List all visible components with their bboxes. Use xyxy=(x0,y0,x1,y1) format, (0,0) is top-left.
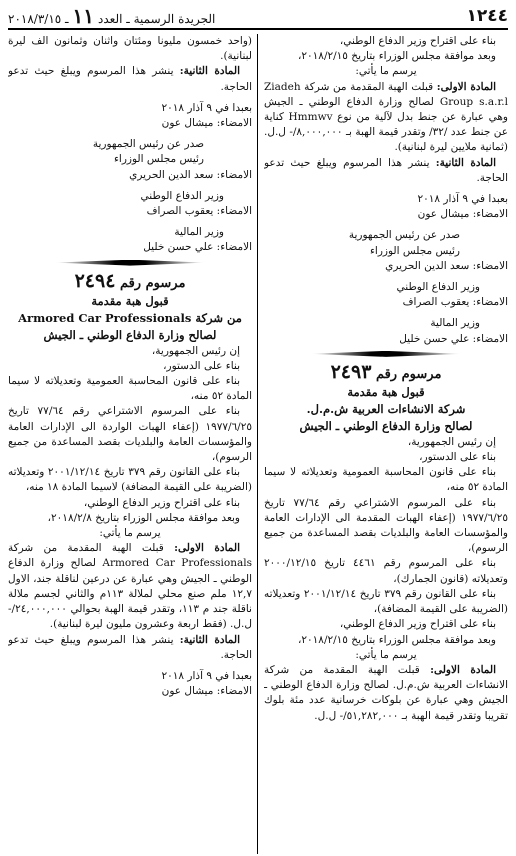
left-column xyxy=(8,34,258,854)
decree-beneficiary: لصالح وزارة الدفاع الوطني ـ الجيش xyxy=(43,327,217,342)
preamble-line: بناء على المرسوم رقم ٤٤٦١ تاريخ ٢٠٠٠/١٢/١٥ وتعديلاته (قانون الجمارك)، xyxy=(264,557,508,585)
preamble-line: وبعد موافقة مجلس الوزراء بتاريخ ٢٠١٨/٢/٨، xyxy=(47,511,240,524)
decree-label: مرسوم رقم xyxy=(119,275,186,291)
article-label: المادة الثانية: xyxy=(179,633,240,646)
text-line: يرسم ما يأتي: xyxy=(355,65,417,78)
decree-title xyxy=(8,269,252,293)
page-header xyxy=(8,4,508,30)
header-title xyxy=(8,6,215,26)
issued-by: صدر عن رئيس الجمهورية xyxy=(348,229,460,242)
preamble-line: بناء على المرسوم الاشتراعي رقم ٧٧/٦٤ تاريخ ١٩٧٧/٦/٢٥ (إعفاء الهبات الواردة الى الإدارات العامة والمؤسسات العامة والبلديات بقصد المساعدة من جميع الرسوم)، xyxy=(8,405,252,464)
preamble-line: إن رئيس الجمهورية، xyxy=(407,435,496,448)
preamble-line: بناء على اقتراح وزير الدفاع الوطني، xyxy=(339,618,496,631)
signature: الامضاء: سعد الدين الحريري xyxy=(129,168,252,181)
preamble-line: بناء على قانون المحاسبة العمومية وتعديلاته لا سيما المادة ٥٢ منه، xyxy=(264,466,508,494)
preamble-line: بناء على المرسوم الاشتراعي رقم ٧٧/٦٤ تاريخ ١٩٧٧/٦/٢٥ (إعفاء الهبات المقدمة الى الإدارات العامة والمؤسسات العامة والبلديات بقصد المساعدة من جميع الرسوم)، xyxy=(264,496,508,555)
signature: الامضاء: ميشال عون xyxy=(417,208,508,221)
text-line: وبعد موافقة مجلس الوزراء بتاريخ ٢٠١٨/٢/١٥، xyxy=(298,50,496,63)
decree-title xyxy=(264,360,508,384)
pm-title: رئيس مجلس الوزراء xyxy=(369,244,460,257)
issue-number: ١١ xyxy=(72,4,95,28)
preamble-line: بناء على الدستور، xyxy=(163,359,240,372)
pm-title: رئيس مجلس الوزراء xyxy=(113,153,204,166)
issued-by: صدر عن رئيس الجمهورية xyxy=(92,138,204,151)
text-line: (واحد خمسون مليونا ومئتان واثنان وثمانون الف ليرة لبنانية). xyxy=(8,35,252,63)
right-column xyxy=(264,34,508,854)
decree-subject: قبول هبة مقدمة xyxy=(347,384,425,399)
issue-date: ـ ٢٠١٨/٣/١٥ xyxy=(8,12,69,26)
article-text: ينشر هذا المرسوم ويبلغ حيث تدعو الحاجة. xyxy=(8,633,252,661)
preamble-line: بناء على قانون المحاسبة العمومية وتعديلاته لا سيما المادة ٥٢ منه، xyxy=(8,375,252,403)
article-text: ينشر هذا المرسوم ويبلغ حيث تدعو الحاجة. xyxy=(8,65,252,93)
decree-label: مرسوم رقم xyxy=(375,366,442,382)
signature: الامضاء: سعد الدين الحريري xyxy=(385,259,508,272)
article-text: ينشر هذا المرسوم ويبلغ حيث تدعو الحاجة. xyxy=(264,156,508,184)
preamble-line: يرسم ما يأتي: xyxy=(355,648,417,661)
decree-number: ٢٤٩٤ xyxy=(74,269,116,292)
article-label: المادة الاولى: xyxy=(436,80,496,93)
text-line: بناء على اقتراح وزير الدفاع الوطني، xyxy=(339,35,496,47)
decree-company: شركة الانشاءات العربية ش.م.ل. xyxy=(306,401,466,416)
defense-title: وزير الدفاع الوطني xyxy=(140,189,224,202)
decree-number: ٢٤٩٣ xyxy=(330,360,372,383)
article-2 xyxy=(8,64,252,94)
article-text: قبلت الهبة المقدمة من شركة Ziadeh Group s.a.r.l لصالح وزارة الدفاع الوطني ـ الجيش وهي عبارة عن جنط بدل لآلية من نوع Hmmwv كناية عن جنط عدد /٣٢/ وتقدر قيمة الهبة بـ ٨,٠٠٠,٠٠٠/- ل.ل. (ثمانية ملايين ليرة لبنانية). xyxy=(264,80,508,154)
article-1 xyxy=(264,80,508,156)
signature: الامضاء: يعقوب الصراف xyxy=(402,296,508,309)
preamble-line: بناء على اقتراح وزير الدفاع الوطني، xyxy=(83,496,240,509)
finance-title: وزير المالية xyxy=(174,226,224,239)
article-label: المادة الثانية: xyxy=(435,156,496,169)
preamble-line: بناء على الدستور، xyxy=(419,451,496,464)
article-text: قبلت الهبة المقدمة من شركة الانشاءات العربية ش.م.ل. لصالح وزارة الدفاع الوطني ـ الجيش وهي عبارة عن بلوكات خرسانية عدد مئة بلوك تقريبا وتقدر قيمة الهبة بـ ٥١,٢٨٢,٠٠٠/- ل.ل. xyxy=(264,663,508,722)
finance-title: وزير المالية xyxy=(430,317,480,330)
article-2 xyxy=(8,633,252,663)
date-line: بعبدا في ٩ آذار ٢٠١٨ xyxy=(161,669,252,682)
article-1 xyxy=(8,541,252,632)
signature: الامضاء: يعقوب الصراف xyxy=(146,205,252,218)
columns xyxy=(8,34,508,854)
journal-name: الجريدة الرسمية ـ العدد xyxy=(98,12,216,26)
signature: الامضاء: ميشال عون xyxy=(161,117,252,130)
signature: الامضاء: ميشال عون xyxy=(161,685,252,698)
date-line: بعبدا في ٩ آذار ٢٠١٨ xyxy=(417,193,508,206)
article-text: قبلت الهبة المقدمة من شركة Armored Car Professionals لصالح وزارة الدفاع الوطني ـ الجيش وهي عبارة عن درعين لناقلة جند، الاول ١٢,٧ ملم صنع محلي لملالة ١١٣م والثاني لجسم ملالة ناقلة جند م ١١٣، وتقدر قيمة الهبة بحوالي ٢٤,٠٠٠,٠٠٠/- ل.ل. (فقط اربعة وعشرون مليون ليرة لبنانية). xyxy=(8,542,252,631)
signature: الامضاء: علي حسن خليل xyxy=(143,241,252,254)
preamble-line: إن رئيس الجمهورية، xyxy=(151,344,240,357)
article-label: المادة الثانية: xyxy=(179,65,240,78)
article-label: المادة الاولى: xyxy=(174,542,240,555)
preamble-line: يرسم ما يأتي: xyxy=(99,527,161,540)
article-2 xyxy=(264,156,508,186)
date-line: بعبدا في ٩ آذار ٢٠١٨ xyxy=(161,101,252,114)
page-number: ١٢٤٤ xyxy=(466,6,508,26)
divider-ornament xyxy=(264,351,508,357)
article-1 xyxy=(264,663,508,724)
signature: الامضاء: علي حسن خليل xyxy=(399,332,508,345)
defense-title: وزير الدفاع الوطني xyxy=(396,281,480,294)
divider-ornament xyxy=(8,260,252,266)
decree-beneficiary: لصالح وزارة الدفاع الوطني ـ الجيش xyxy=(299,418,473,433)
decree-subject: قبول هبة مقدمة xyxy=(91,293,169,308)
preamble-line: بناء على القانون رقم ٣٧٩ تاريخ ٢٠٠١/١٢/١٤ وتعديلاته (الضريبة على القيمة المضافة)، xyxy=(264,587,508,616)
decree-company: من شركة Armored Car Professionals xyxy=(18,310,242,325)
preamble-line: بناء على القانون رقم ٣٧٩ تاريخ ٢٠٠١/١٢/١٤ وتعديلاته (الضريبة على القيمة المضافة) لاسيما المادة ١٨ منه، xyxy=(8,466,252,494)
preamble-line: وبعد موافقة مجلس الوزراء بتاريخ ٢٠١٨/٢/١٥، xyxy=(298,633,496,646)
article-label: المادة الاولى: xyxy=(430,663,496,676)
